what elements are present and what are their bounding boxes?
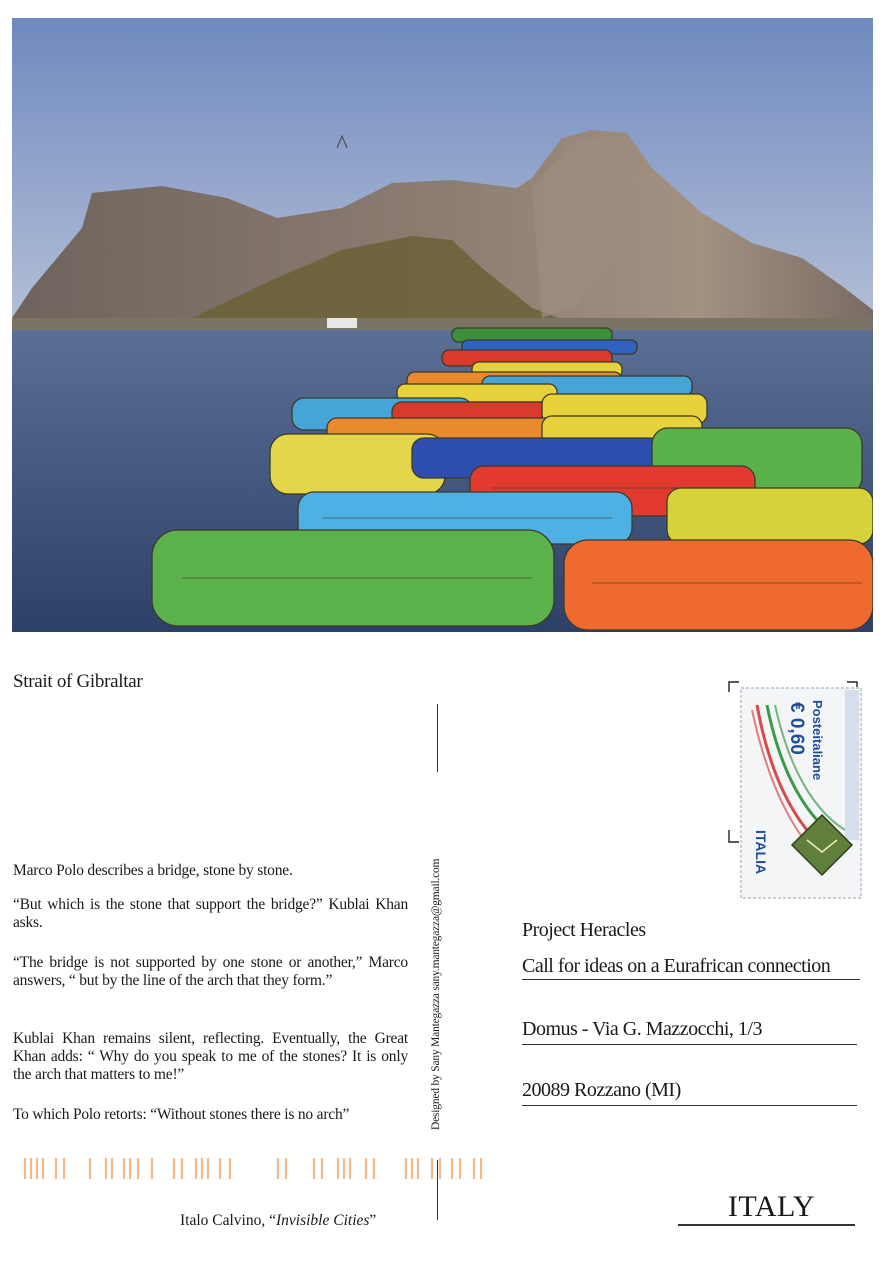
address-subtitle: Call for ideas on a Eurafrican connection	[522, 955, 860, 980]
quote-paragraph-1: Marco Polo describes a bridge, stone by stone.	[13, 862, 293, 879]
postage-stamp	[727, 680, 862, 905]
address-recipient: Project Heracles	[522, 919, 646, 941]
citation-author: Italo Calvino, “	[180, 1212, 276, 1229]
postcard-back	[0, 640, 887, 1280]
stamp-country: ITALIA	[753, 830, 769, 875]
quote-paragraph-3: “The bridge is not supported by one stone or another,” Marco answers, “ but by the line of the arch that they form.”	[13, 954, 408, 989]
quote-paragraph-5: To which Polo retorts: “Without stones there is no arch”	[13, 1106, 350, 1123]
quote-paragraph-2: “But which is the stone that support the bridge?” Kublai Khan asks.	[13, 896, 408, 931]
stamp-value: € 0,60	[786, 702, 807, 755]
designer-credit-text: Designed by Sany Mantegazza sany.mantegazza@gmail.com	[430, 858, 442, 1130]
postal-barcode-marks	[20, 1155, 486, 1181]
citation	[180, 1212, 376, 1230]
citation-close: ”	[369, 1212, 377, 1229]
stamp-brand: Posteitaliane	[810, 700, 825, 781]
address-country	[678, 1190, 855, 1226]
gibraltar-sofa-bridge-image	[12, 18, 873, 632]
address-country-text: ITALY	[727, 1190, 815, 1223]
center-divider-top	[437, 704, 438, 772]
postcard-title: Strait of Gibraltar	[13, 671, 143, 692]
postcard-photo	[12, 18, 873, 632]
address-city: 20089 Rozzano (MI)	[522, 1079, 857, 1106]
quote-paragraph-4: Kublai Khan remains silent, reflecting. Eventually, the Great Khan adds: “ Why do you speak to me of the stones? It is only the arch that matters to me!”	[13, 1030, 408, 1083]
address-street: Domus - Via G. Mazzocchi, 1/3	[522, 1018, 857, 1045]
citation-work: Invisible Cities	[276, 1212, 370, 1229]
